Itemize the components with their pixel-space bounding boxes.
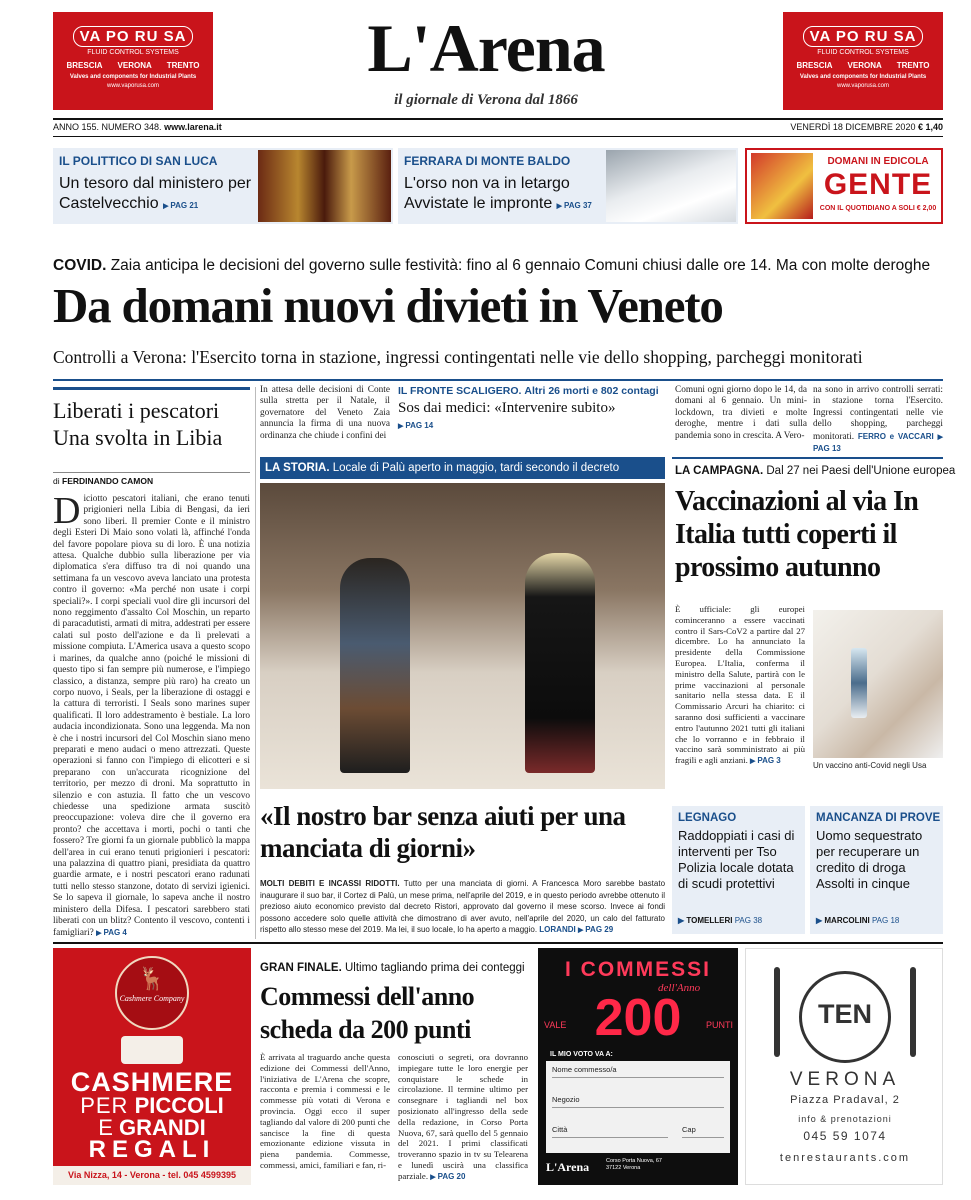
- ten-url[interactable]: tenrestaurants.com: [779, 1152, 911, 1164]
- commessi-kicker: GRAN FINALE. Ultimo tagliando prima dei conteggi: [260, 962, 525, 974]
- editorial-dropcap: D: [53, 490, 81, 532]
- ten-logo: TEN: [818, 999, 872, 1029]
- coupon-vote: IL MIO VOTO VA A:: [550, 1051, 613, 1058]
- coupon-field-label: Nome commesso/a: [552, 1065, 617, 1074]
- brief-kicker: LEGNAGO: [678, 812, 737, 824]
- brief-title: Uomo sequestrato per recuperare un credito di droga Assolti in cinque: [816, 828, 923, 891]
- fronte-title: Sos dai medici: «Intervenire subito»: [398, 400, 616, 416]
- lead-col2: Comuni ogni giorno dopo le 14, da domani al 6 gennaio. Un mini-lockdown, tra divieti e molte deroghe, mentre i dati sulla pandemia sono in crescita. A Vero-: [675, 385, 807, 441]
- lead-subhead: Controlli a Verona: l'Esercito torna in stazione, ingressi contingentati nelle vie dello shopping, parcheggi monitorati: [53, 347, 863, 367]
- ear-ad-left[interactable]: [53, 12, 213, 110]
- bartender-figure: [340, 558, 410, 773]
- coupon-field-label: Negozio: [552, 1095, 580, 1104]
- vaccine-caption: Un vaccino anti-Covid negli Usa: [813, 761, 927, 770]
- deer-icon: 🦌: [138, 966, 166, 991]
- lead-overline: COVID. Zaia anticipa le decisioni del governo sulle festività: fino al 6 gennaio Comuni chiusi dalle ore 14. Ma con molte deroghe: [53, 257, 931, 274]
- coupon-form: [546, 1061, 730, 1153]
- masthead-subtitle: il giornale di Verona dal 1866: [394, 92, 578, 108]
- gente-brand: GENTE: [823, 168, 933, 201]
- storia-body: MOLTI DEBITI E INCASSI RIDOTTI. Tutto per una manciata di giorni. A Francesca Moro sarebbe bastato inaugurare il suo bar, il Cortez di Palù, un mese prima, nell'aprile del 2019, e in questo periodo avrebbe ottenuto il prezioso aiuto economico previsto dal decreto Ristori, approvato dal governo il mese scorso. Invece ai fondi possono accedere solo quelle attività che dimostrano di aver avuto, nell'aprile del 2020, un calo del fatturato rispetto allo stesso mese del 2019. Ma lei, il suo locale, lo ha aperto a maggio. LORANDI ▶ PAG 29: [260, 878, 665, 936]
- brief-title: Raddoppiati i casi di interventi per Tso Polizia locale dotata di scudi protettivi: [678, 828, 795, 891]
- vaccine-photo: [813, 610, 943, 758]
- ten-info: info & prenotazioni: [798, 1114, 892, 1124]
- owner-figure: [525, 553, 595, 773]
- cashmere-line2: PER PICCOLI: [80, 1093, 224, 1118]
- campagna-kicker: LA CAMPAGNA. Dal 27 nei Paesi dell'Unione europea: [675, 465, 956, 477]
- fronte-kicker: IL FRONTE SCALIGERO. Altri 26 morti e 802 contagi: [398, 385, 659, 397]
- teaser-orso[interactable]: [398, 148, 738, 224]
- ear-ad-tagline: FLUID CONTROL SYSTEMS: [817, 49, 909, 56]
- fronte-pag: ▶ PAG 14: [398, 421, 664, 430]
- commessi-col1: È arrivata al traguardo anche questa edizione dei Commessi dell'Anno, l'iniziativa de L'Arena che scopre, racconta e premia i commessi e le commesse più votati di Verona e provincia. Oggi ecco il super tagliando dal valore di 200 punti che sancisce la fine di questa emozionante edizione vissuta in piena pandemia. Commesse, commessi, amici, familiari e fan, ri-: [260, 1052, 390, 1170]
- ear-ad-tagline: FLUID CONTROL SYSTEMS: [87, 49, 179, 56]
- knife-icon: [910, 967, 916, 1057]
- bar-photo: [260, 483, 665, 789]
- brief-byline: ▶ MARCOLINI PAG 18: [816, 916, 900, 925]
- bottom-section-rule: [53, 942, 943, 944]
- ear-ad-line: Valves and components for Industrial Plants: [799, 74, 927, 80]
- coupon-title: I COMMESSI: [564, 958, 711, 981]
- teaser-kicker: FERRARA DI MONTE BALDO: [404, 154, 571, 168]
- column-divider: [255, 387, 256, 939]
- cashmere-ad[interactable]: [53, 948, 251, 1185]
- cap-field[interactable]: [682, 1137, 724, 1138]
- lead-rule: [53, 379, 943, 381]
- folio-date: VENERDÌ 18 DICEMBRE 2020 € 1,40: [790, 122, 943, 132]
- ten-address: Piazza Pradaval, 2: [790, 1094, 900, 1106]
- brief-kicker: MANCANZA DI PROVE: [816, 812, 941, 824]
- brief-byline: ▶ TOMELLERI PAG 38: [678, 916, 763, 925]
- storia-kicker-bar: LA STORIA. Locale di Palù aperto in maggio, tardi secondo il decreto: [260, 457, 665, 479]
- gift-bow-shape: [121, 1036, 183, 1064]
- gente-line2: CON IL QUOTIDIANO A SOLI € 2,00: [819, 205, 937, 212]
- storia-headline[interactable]: «Il nostro bar senza aiuti per una manciata di giorni»: [260, 801, 626, 863]
- ear-ad-url: www.vaporusa.com: [106, 83, 160, 89]
- cashmere-line1: CASHMERE: [70, 1067, 234, 1097]
- ten-ad[interactable]: [745, 948, 943, 1185]
- cashmere-line3: E GRANDI: [98, 1115, 206, 1140]
- masthead-title: L'Arena: [367, 10, 605, 86]
- brief-legnago[interactable]: [672, 806, 805, 934]
- cashmere-footer: Via Nizza, 14 - Verona - tel. 045 4599395: [53, 1166, 251, 1185]
- coupon-script: dell'Anno: [658, 982, 701, 994]
- coupon-punti: PUNTI: [706, 1020, 733, 1030]
- folio-rule-bottom: [53, 136, 943, 137]
- campagna-body: È ufficiale: gli europei cominceranno a essere vaccinati contro il Sars-CoV2 a partire dal 27 dicembre. Lo ha annunciato la presidente della Commissione Europea. L'Italia, conferma il ministro della Salute, partirà con le prime vaccinazioni al personale sanitario nella stessa data. E il Commissario Arcuri ha chiarito: ci saranno dosi sufficienti a vaccinare entro l'autunno 2021 tutti gli italiani che lo vorranno e in febbraio il vaccino sarà somministrato ai più fragili e agli anziani. ▶ PAG 3: [675, 604, 805, 772]
- coupon-points: 200: [594, 989, 682, 1047]
- coupon-field-label: Città: [552, 1125, 568, 1134]
- lead-col1: In attesa delle decisioni di Conte sulla stretta per il Natale, il governatore del Veneto Zaia annuncia la firma di una nuova ordinanza che chiude i confini dei: [260, 385, 390, 441]
- ear-ad-cities: BRESCIA VERONA TRENTO: [796, 61, 930, 70]
- gente-promo[interactable]: [745, 148, 943, 224]
- commessi-coupon[interactable]: [538, 948, 738, 1185]
- teaser-kicker: IL POLITTICO DI SAN LUCA: [59, 154, 218, 168]
- ten-city: VERONA: [789, 1069, 901, 1090]
- lead-headline[interactable]: Da domani nuovi divieti in Veneto: [53, 278, 723, 333]
- cashmere-logo-badge: [115, 956, 189, 1030]
- folio-site[interactable]: www.larena.it: [164, 122, 222, 132]
- coupon-address: Corso Porta Nuova, 67 37122 Verona: [606, 1158, 662, 1171]
- teaser-title: Un tesoro dal ministero per Castelvecchio ▶ PAG 21: [59, 174, 259, 217]
- vaporusa-logo: VA PO RU SA: [73, 26, 194, 47]
- coupon-field-label: Cap: [682, 1125, 696, 1134]
- folio-issue: ANNO 155. NUMERO 348. www.larena.it: [53, 122, 222, 132]
- fork-icon: [774, 967, 780, 1057]
- campagna-headline[interactable]: Vaccinazioni al via In Italia tutti coperti il prossimo autunno: [675, 486, 919, 583]
- coupon-vale: VALE: [544, 1020, 567, 1030]
- campagna-rule: [672, 457, 943, 459]
- commessi-col2: conosciuti o segreti, ora dovranno impiegare tutte le loro energie per conquistare le schede in circolazione. Il termine ultimo per consegnare i tagliandi nel box posizionato all'ingresso della sede della redazione, in Corso Porta Nuova, 67, sarà quello del 5 gennaio del 2021. I primi classificati troveranno spazio in tv su Telearena e lunedì uscirà una classifica parziale. ▶ PAG 20: [398, 1052, 528, 1186]
- brief-mancanza[interactable]: [810, 806, 943, 934]
- shop-field[interactable]: [552, 1107, 724, 1108]
- editorial-byline: di FERDINANDO CAMON: [53, 476, 154, 486]
- ear-ad-line: Valves and components for Industrial Plants: [69, 74, 197, 80]
- ear-ad-right[interactable]: [783, 12, 943, 110]
- fronte-box[interactable]: [398, 385, 664, 430]
- gente-cover: [751, 153, 813, 219]
- editorial-body: Diciotto pescatori italiani, che erano tenuti prigionieri nella Libia di Bengasi, da ieri sono liberi. Il premier Conte e il ministro degli Esteri Di Maio sono volati là, affinché l'onda del favore popolare piova su di loro. È una notizia attesa. Qualche dubbio sulla liberazione per via diplomatica s'era diffuso tra di noi quando una settimana fa un vescovo aveva lanciato una protesta contro il governo: «Ma perché non usate i corpi speciali?». I corpi speciali vuol dire gli incursori del nono reggimento d'assalto Col Moschin, un reparto di paracadutisti, armati di mitra, addestrati per essere calati sul posto dell'azione e da lì prelevati a missione compiuta. L'America usava a questo scopo i marines, da qualche anno (poiché le missioni di questo tipo si fan sempre più numerose, e l'impiego classico, a distanza, sempre più raro) ha creato un corpo nuovo, i Seals, per la liberazione di ostaggi e la cattura di terroristi. I Seals sono marines super qualificati. Il loro addestramento è bestiale. La loro audacia incondizionata. Sono una leggenda. Ma non è che i nostri incursori del Col Moschin siano meno preparati e meno audaci o meno attrezzati. Queste operazioni si fanno con l'impiego di elicotteri e si preparano con un'accurata ricognizione del territorio, per mezzo di droni. Ma soprattutto in silenzio e con astuzia. Il fatto che un vescovo chiedesse una spedizione armata suscitò preoccupazione: voleva dire che il governo era pronto? che accettava i morti, pochi o tanti che fossero? Tre giorni fa un giornale pubblicò la mappa dell'area in cui erano tenuti prigionieri i pescatori: una palazzina di quattro piani, presidiata da quattro guardie armate, e i nostri pescatori erano radunati tutti nello stesso stanzone, dotato di servizi igienici. Se lo sapeva il giornale, lo sapeva anche il nostro ministero della Difesa. I pescatori sarebbero stati liberati con un blitz? Contento il vescovo, contenti i famigliari? ▶ PAG 4: [53, 494, 250, 936]
- vial-shape: [851, 648, 867, 718]
- cashmere-brand: Cashmere Company: [119, 994, 185, 1003]
- vaporusa-logo: VA PO RU SA: [803, 26, 924, 47]
- city-field[interactable]: [552, 1137, 668, 1138]
- editorial-byline-rule: [53, 472, 250, 473]
- commessi-headline[interactable]: Commessi dell'anno scheda da 200 punti: [260, 982, 475, 1044]
- polittico-photo: [258, 150, 391, 222]
- snow-tracks-photo: [606, 150, 736, 222]
- ten-phone: 045 59 1074: [803, 1129, 887, 1143]
- lead-col3: na sono in arrivo controlli serrati: in stazione torna l'Esercito. Ingressi contingentati nelle vie dello shopping, parcheggi monitorati. FERRO e VACCARI ▶ PAG 13: [813, 385, 943, 445]
- ear-ad-url: www.vaporusa.com: [836, 83, 890, 89]
- teaser-polittico[interactable]: [53, 148, 393, 224]
- name-field[interactable]: [552, 1077, 724, 1078]
- ear-ad-cities: BRESCIA VERONA TRENTO: [66, 61, 200, 70]
- folio-rule-top: [53, 118, 943, 120]
- cashmere-line4: REGALI: [88, 1136, 216, 1163]
- coupon-brand: L'Arena: [546, 1160, 590, 1174]
- gente-line1: DOMANI IN EDICOLA: [827, 156, 929, 167]
- teaser-title: L'orso non va in letargo Avvistate le impronte ▶ PAG 37: [404, 174, 604, 217]
- editorial-title[interactable]: Liberati i pescatori Una svolta in Libia: [53, 398, 223, 450]
- editorial-rule: [53, 387, 250, 390]
